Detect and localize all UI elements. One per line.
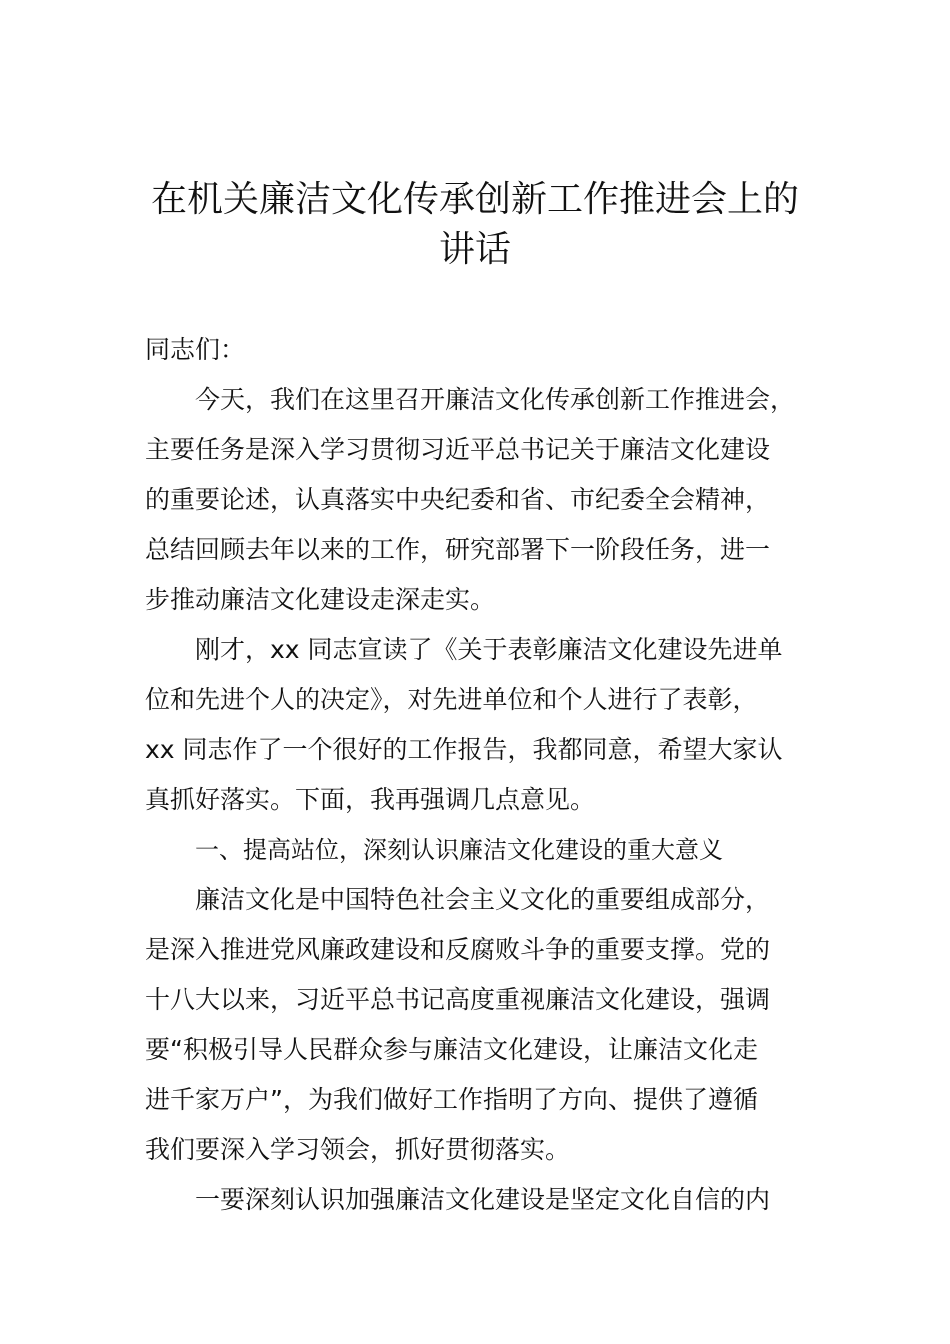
paragraph-1-line-2: 主要任务是深入学习贯彻习近平总书记关于廉洁文化建设 (145, 435, 771, 464)
document-title-line-2: 讲话 (438, 229, 511, 270)
paragraph-1-line-3: 的重要论述，认真落实中央纪委和省、市纪委全会精神， (145, 485, 771, 514)
paragraph-4-line-1: 一要深刻认识加强廉洁文化建设是坚定文化自信的内 (195, 1185, 771, 1214)
paragraph-3-line-6: 我们要深入学习领会，抓好贯彻落实。 (145, 1135, 571, 1164)
paragraph-3-line-2: 是深入推进党风廉政建设和反腐败斗争的重要支撑。党的 (145, 935, 771, 964)
paragraph-1-line-5: 步推动廉洁文化建设走深走实。 (145, 585, 496, 614)
paragraph-1-line-4: 总结回顾去年以来的工作，研究部署下一阶段任务，进一 (145, 535, 771, 564)
paragraph-1-line-1: 今天，我们在这里召开廉洁文化传承创新工作推进会， (195, 385, 796, 414)
paragraph-2-line-1: 刚才，xx 同志宣读了《关于表彰廉洁文化建设先进单 (195, 635, 783, 664)
document-title-line-1: 在机关廉洁文化传承创新工作推进会上的 (150, 179, 799, 220)
paragraph-2-line-3: xx 同志作了一个很好的工作报告，我都同意，希望大家认 (145, 735, 783, 764)
paragraph-3-line-4: 要“积极引导人民群众参与廉洁文化建设，让廉洁文化走 (145, 1035, 758, 1064)
paragraph-3-line-1: 廉洁文化是中国特色社会主义文化的重要组成部分， (195, 885, 771, 914)
paragraph-2-line-4: 真抓好落实。下面，我再强调几点意见。 (145, 785, 596, 814)
salutation: 同志们： (145, 335, 246, 364)
paragraph-2-line-2: 位和先进个人的决定》，对先进单位和个人进行了表彰， (145, 685, 758, 714)
section-heading-1: 一、提高站位，深刻认识廉洁文化建设的重大意义 (195, 836, 723, 864)
paragraph-3-line-5: 进千家万户”，为我们做好工作指明了方向、提供了遵循 (145, 1085, 758, 1114)
paragraph-3-line-3: 十八大以来，习近平总书记高度重视廉洁文化建设，强调 (145, 985, 771, 1014)
